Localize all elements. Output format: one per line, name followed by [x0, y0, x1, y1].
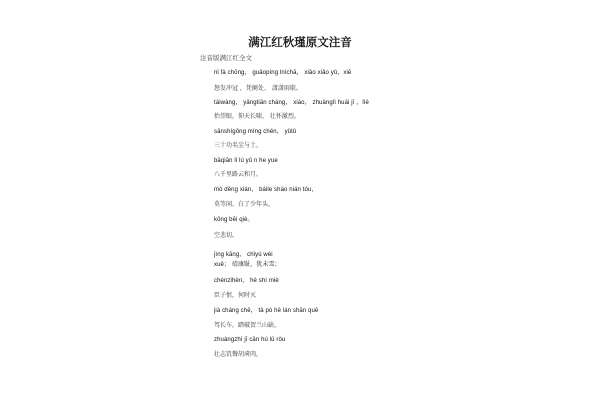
poem-line: mò děng xián， báile shào nián tóu， [214, 187, 318, 193]
poem-line: 抬望眼，仰天长啸， 壮怀激烈。 [214, 113, 300, 120]
poem-line: kōng bēi qiè。 [214, 217, 254, 223]
poem-line: 三十功名尘与土， [214, 142, 263, 149]
poem-line: chénzǐhèn， hé shí miè [214, 278, 279, 284]
poem-line: 怒发冲冠 ，凭阑处、 潇潇雨歇。 [214, 85, 302, 92]
poem-line: 驾长车，踏破贺兰山缺。 [214, 322, 281, 329]
poem-line: 空悲切。 [214, 232, 239, 239]
poem-line: sānshígōng míng chén， yǔtǔ [214, 129, 297, 135]
poem-line: jià cháng chē， tà pò hè lán shān quē [214, 308, 319, 314]
poem-line: 壮志饥餐胡虏肉， [214, 351, 263, 358]
poem-line: xuě； 靖康耻，犹未雪； [214, 262, 281, 268]
poem-line: táiwàng， yǎngtiān cháng， xiào， zhuànglì huái jī ，lìè [214, 100, 369, 106]
poem-line: bāqiān lǐ lù yǔ n he yue [214, 158, 278, 164]
poem-line: 莫等闲、白了少年头， [214, 201, 275, 208]
page-title: 满江红秋瑾原文注音 [248, 35, 352, 49]
page-subtitle: 注音版满江红全文 [200, 54, 252, 62]
poem-line: jìng kāng， chǐyú wèi [214, 252, 273, 258]
poem-line: nǐ fà chōng， guǎopíng lníchā， xiǎo xiǎo yǔ，xiē [214, 70, 352, 76]
poem-line: 八千里路云和月。 [214, 171, 263, 178]
poem-line: zhuàngzhì jī cān hú lǔ ròu [214, 337, 286, 343]
poem-line: 臣子恨，何时灭 [214, 292, 257, 299]
